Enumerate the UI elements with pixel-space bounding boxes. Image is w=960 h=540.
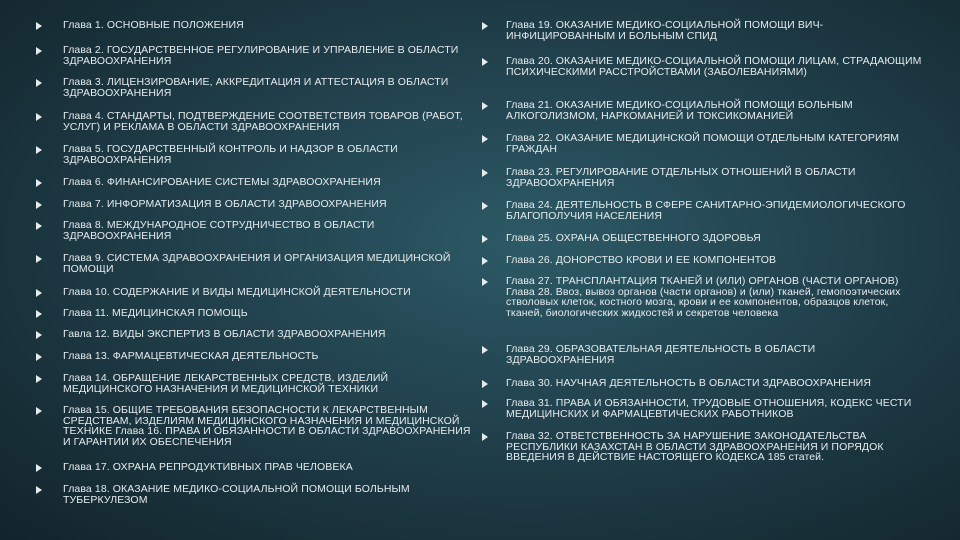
bullet-icon bbox=[36, 146, 42, 154]
bullet-icon bbox=[482, 278, 488, 286]
bullet-icon bbox=[36, 47, 42, 55]
chapter-text: Глава 31. ПРАВА И ОБЯЗАННОСТИ, ТРУДОВЫЕ ОТНОШЕНИЯ, КОДЕКС ЧЕСТИ МЕДИЦИНСКИХ И ФАРМАЦЕВТИЧЕСКИХ РАБОТНИКОВ bbox=[506, 397, 912, 420]
bullet-icon bbox=[482, 235, 488, 243]
chapter-text: Глава 23. РЕГУЛИРОВАНИЕ ОТДЕЛЬНЫХ ОТНОШЕНИЙ В ОБЛАСТИ ЗДРАВООХРАНЕНИЯ bbox=[506, 166, 856, 189]
bullet-icon bbox=[482, 58, 488, 66]
bullet-icon bbox=[482, 22, 488, 30]
bullet-icon bbox=[482, 169, 488, 177]
chapter-text: Глава 14. ОБРАЩЕНИЕ ЛЕКАРСТВЕННЫХ СРЕДСТВ, ИЗДЕЛИЙ МЕДИЦИНСКОГО НАЗНАЧЕНИЯ И МЕДИЦИНСКОЙ ТЕХНИКИ bbox=[63, 372, 389, 395]
bullet-icon bbox=[482, 380, 488, 388]
bullet-icon bbox=[482, 257, 488, 265]
bullet-icon bbox=[482, 102, 488, 110]
bullet-icon bbox=[36, 79, 42, 87]
chapter-text: Глава 30. НАУЧНАЯ ДЕЯТЕЛЬНОСТЬ В ОБЛАСТИ ЗДРАВООХРАНЕНИЯ bbox=[506, 377, 872, 389]
chapter-text: Глава 15. ОБЩИЕ ТРЕБОВАНИЯ БЕЗОПАСНОСТИ К ЛЕКАРСТВЕННЫМ СРЕДСТВАМ, ИЗДЕЛИЯМ МЕДИЦИНСКОГО НАЗНАЧЕНИЯ И МЕДИЦИНСКОЙ ТЕХНИКЕ Глава 16. ПРАВА И ОБЯЗАННОСТИ В ОБЛАСТИ ЗДРАВООХРАНЕНИЯ И ГАРАНТИИ ИХ ОБЕСПЕЧЕНИЯ bbox=[63, 404, 471, 448]
chapter-text: Глава 24. ДЕЯТЕЛЬНОСТЬ В СФЕРЕ САНИТАРНО-ЭПИДЕМИОЛОГИЧЕСКОГО БЛАГОПОЛУЧИЯ НАСЕЛЕНИЯ bbox=[506, 199, 906, 222]
chapter-text: Глава 10. СОДЕРЖАНИЕ И ВИДЫ МЕДИЦИНСКОЙ ДЕЯТЕЛЬНОСТИ bbox=[63, 286, 411, 298]
chapter-text: Глава 9. СИСТЕМА ЗДРАВООХРАНЕНИЯ И ОРГАНИЗАЦИЯ МЕДИЦИНСКОЙ ПОМОЩИ bbox=[63, 252, 451, 275]
bullet-icon bbox=[36, 353, 42, 361]
chapter-text: Глава 18. ОКАЗАНИЕ МЕДИКО-СОЦИАЛЬНОЙ ПОМОЩИ БОЛЬНЫМ ТУБЕРКУЛЕЗОМ bbox=[63, 483, 410, 506]
chapter-text: Глава 4. СТАНДАРТЫ, ПОДТВЕРЖДЕНИЕ СООТВЕТСТВИЯ ТОВАРОВ (РАБОТ, УСЛУГ) И РЕКЛАМА В ОБЛАСТИ ЗДРАВООХРАНЕНИЯ bbox=[63, 110, 463, 133]
chapter-text: Глава 1. ОСНОВНЫЕ ПОЛОЖЕНИЯ bbox=[63, 19, 244, 31]
chapter-text: Глава 7. ИНФОРМАТИЗАЦИЯ В ОБЛАСТИ ЗДРАВООХРАНЕНИЯ bbox=[63, 198, 387, 210]
bullet-icon bbox=[36, 331, 42, 339]
chapter-text: Глава 13. ФАРМАЦЕВТИЧЕСКАЯ ДЕЯТЕЛЬНОСТЬ bbox=[63, 350, 319, 362]
bullet-icon bbox=[36, 310, 42, 318]
bullet-icon bbox=[36, 222, 42, 230]
bullet-icon bbox=[36, 22, 42, 30]
chapter-text: Глава 11. МЕДИЦИНСКАЯ ПОМОЩЬ bbox=[63, 307, 248, 319]
bullet-icon bbox=[482, 135, 488, 143]
chapter-text: Глава 27. ТРАНСПЛАНТАЦИЯ ТКАНЕЙ И (ИЛИ) ОРГАНОВ (ЧАСТИ ОРГАНОВ) Глава 28. Ввоз, вывоз органов (части органов) и (или) тканей, гемопоэтических стволовых клеток, костного мозга, крови и ее компонентов, образцов клеток, тканей, биологических жидкостей и секретов человека bbox=[506, 275, 901, 319]
bullet-icon bbox=[36, 375, 42, 383]
bullet-icon bbox=[36, 407, 42, 415]
chapter-text: Глава 17. ОХРАНА РЕПРОДУКТИВНЫХ ПРАВ ЧЕЛОВЕКА bbox=[63, 461, 353, 473]
chapter-text: Глава 29. ОБРАЗОВАТЕЛЬНАЯ ДЕЯТЕЛЬНОСТЬ В ОБЛАСТИ ЗДРАВООХРАНЕНИЯ bbox=[506, 343, 816, 366]
bullet-icon bbox=[482, 400, 488, 408]
bullet-icon bbox=[36, 255, 42, 263]
chapter-text: Глава 8. МЕЖДУНАРОДНОЕ СОТРУДНИЧЕСТВО В ОБЛАСТИ ЗДРАВООХРАНЕНИЯ bbox=[63, 219, 375, 242]
chapter-text: Глава 3. ЛИЦЕНЗИРОВАНИЕ, АККРЕДИТАЦИЯ И АТТЕСТАЦИЯ В ОБЛАСТИ ЗДРАВООХРАНЕНИЯ bbox=[63, 76, 449, 99]
bullet-icon bbox=[36, 179, 42, 187]
chapter-text: Глава 20. ОКАЗАНИЕ МЕДИКО-СОЦИАЛЬНОЙ ПОМОЩИ ЛИЦАМ, СТРАДАЮЩИМ ПСИХИЧЕСКИМИ РАССТРОЙСТВАМИ (ЗАБОЛЕВАНИЯМИ) bbox=[506, 55, 922, 78]
chapter-text: Глава 2. ГОСУДАРСТВЕННОЕ РЕГУЛИРОВАНИЕ И УПРАВЛЕНИЕ В ОБЛАСТИ ЗДРАВООХРАНЕНИЯ bbox=[63, 44, 459, 67]
chapter-text: Гавла 12. ВИДЫ ЭКСПЕРТИЗ В ОБЛАСТИ ЗДРАВООХРАНЕНИЯ bbox=[63, 328, 386, 340]
chapter-text: Глава 21. ОКАЗАНИЕ МЕДИКО-СОЦИАЛЬНОЙ ПОМОЩИ БОЛЬНЫМ АЛКОГОЛИЗМОМ, НАРКОМАНИЕЙ И ТОКСИКОМАНИЕЙ bbox=[506, 99, 853, 122]
chapter-text: Глава 19. ОКАЗАНИЕ МЕДИКО-СОЦИАЛЬНОЙ ПОМОЩИ ВИЧ-ИНФИЦИРОВАННЫМ И БОЛЬНЫМ СПИД bbox=[506, 19, 824, 42]
chapter-text: Глава 26. ДОНОРСТВО КРОВИ И ЕЕ КОМПОНЕНТОВ bbox=[506, 254, 777, 266]
bullet-icon bbox=[36, 113, 42, 121]
bullet-icon bbox=[482, 433, 488, 441]
bullet-icon bbox=[482, 346, 488, 354]
chapter-text: Глава 6. ФИНАНСИРОВАНИЕ СИСТЕМЫ ЗДРАВООХРАНЕНИЯ bbox=[63, 176, 381, 188]
chapter-text: Глава 5. ГОСУДАРСТВЕННЫЙ КОНТРОЛЬ И НАДЗОР В ОБЛАСТИ ЗДРАВООХРАНЕНИЯ bbox=[63, 143, 398, 166]
bullet-icon bbox=[36, 201, 42, 209]
bullet-icon bbox=[482, 202, 488, 210]
bullet-icon bbox=[36, 289, 42, 297]
chapter-text: Глава 25. ОХРАНА ОБЩЕСТВЕННОГО ЗДОРОВЬЯ bbox=[506, 232, 761, 244]
chapter-text: Глава 22. ОКАЗАНИЕ МЕДИЦИНСКОЙ ПОМОЩИ ОТДЕЛЬНЫМ КАТЕГОРИЯМ ГРАЖДАН bbox=[506, 132, 900, 155]
bullet-icon bbox=[36, 464, 42, 472]
bullet-icon bbox=[36, 486, 42, 494]
chapter-text: Глава 32. ОТВЕТСТВЕННОСТЬ ЗА НАРУШЕНИЕ ЗАКОНОДАТЕЛЬСТВА РЕСПУБЛИКИ КАЗАХСТАН В ОБЛАСТИ ЗДРАВООХРАНЕНИЯ И ПОРЯДОК ВВЕДЕНИЯ В ДЕЙСТВИЕ НАСТОЯЩЕГО КОДЕКСА 185 статей. bbox=[506, 430, 884, 463]
